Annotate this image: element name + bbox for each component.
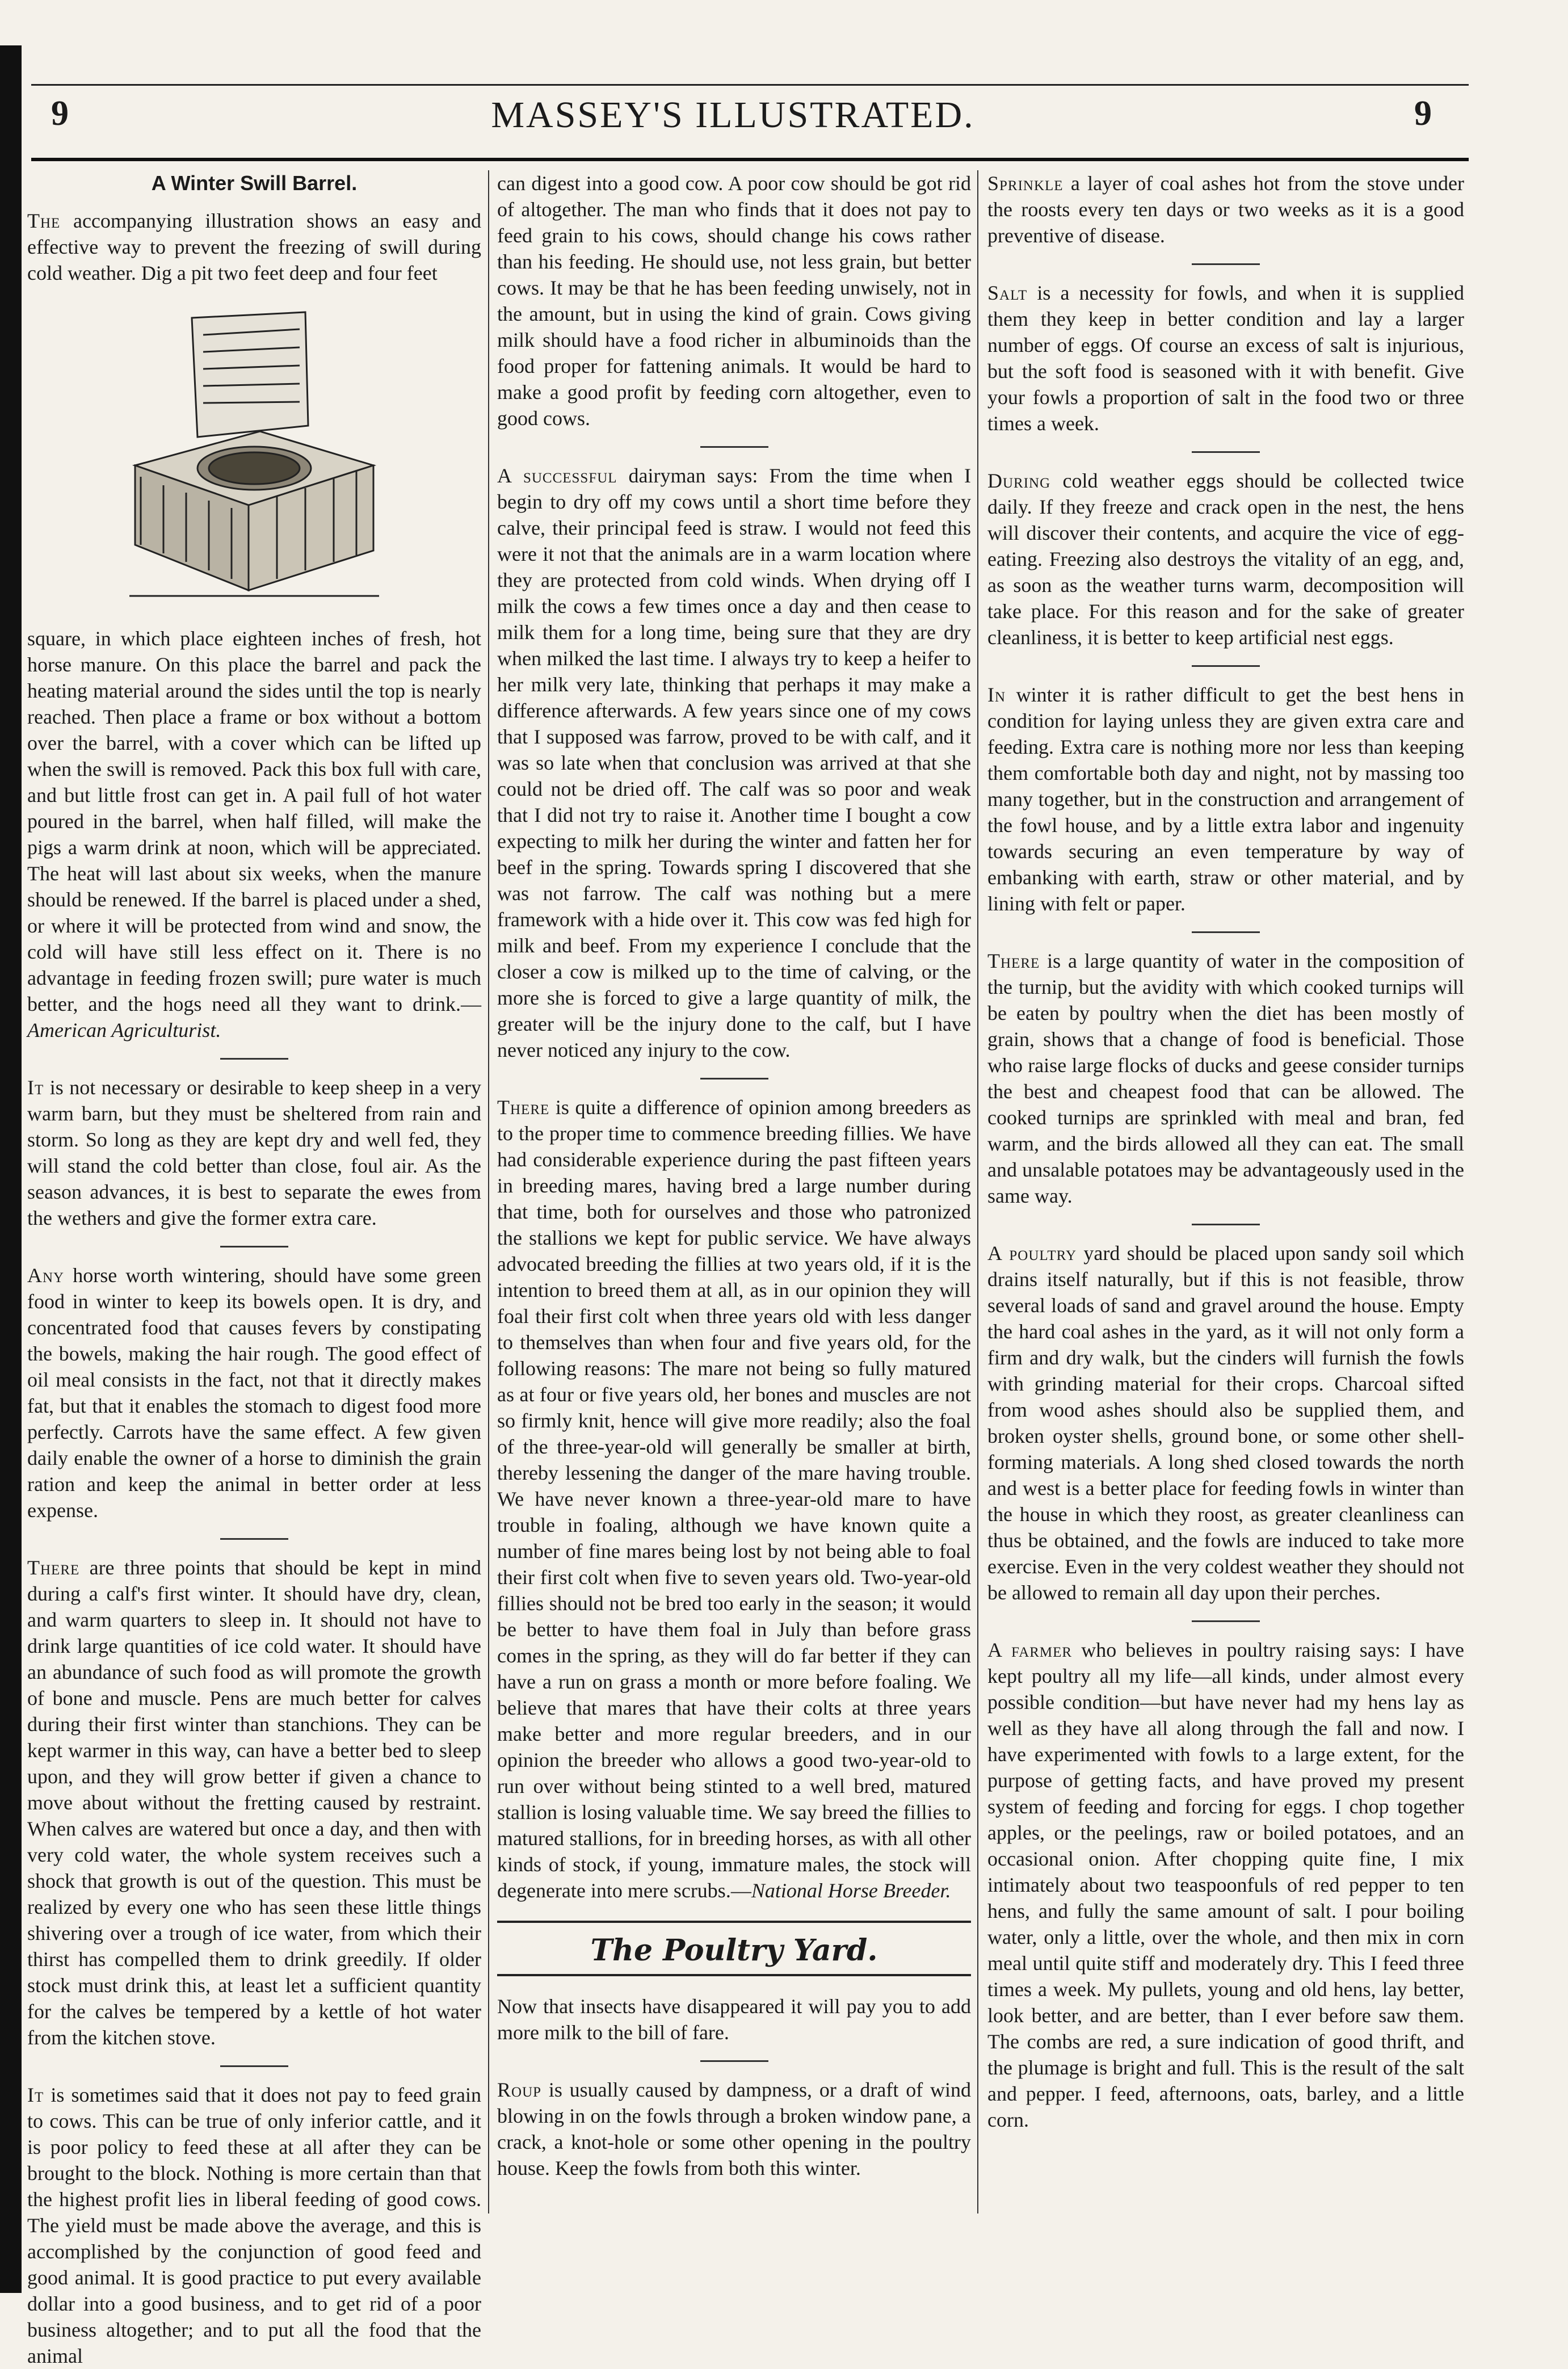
lead-word: During [987,469,1051,492]
paragraph-text: a layer of coal ashes hot from the stove under the roosts every ten days or two weeks as it is a good preventive of disease. [987,172,1464,247]
page-number-left: 9 [51,94,69,133]
separator [1192,451,1260,453]
lead-word: Roup [497,2078,542,2101]
top-rule [31,84,1469,86]
lead-word: In [987,683,1006,706]
paragraph [987,948,1464,1209]
paragraph-text: is sometimes said that it does not pay to feed grain to cows. This can be true of only inferior cattle, and it is poor policy to feed these at all after they can be brought to the block. Nothing is more certain than that the highest profit lies in liberal feeding of good cows. The yield must be made above the average, and this is accomplished by the conjunction of good feed and good animal. It is good practice to put every available dollar into a good business, and to get rid of a poor business altogether; and to put all the food that the animal [27,2084,482,2367]
paragraph-text: accompanying illustration shows an easy and effective way to prevent the freezing of swill during cold weather. Dig a pit two feet deep and four feet [27,209,481,284]
paragraph-text: who believes in poultry raising says: I have kept poultry all my life—all kinds, under almost every possible condition—but have never had my hens lay as well as they have all along through the fall and now. I have experimented with fowls to a large extent, for the purpose of getting facts, and have proved my present system of feeding and forcing for eggs. I chop together apples, or the peelings, raw or boiled potatoes, and an occasional onion. After chopping quite fine, I mix intimately about two teaspoonfuls of red pepper to ten hens, and fully the same amount of salt. I pour boiling water, only a little, over the whole, and then mix in corn meal until quite stiff and moderately dry. This I feed three times a week. My pullets, young and old hens, lay better, look better, and are better, than I ever before saw them. The combs are red, a sure indication of good thrift, and the plumage is bright and full. This is the result of the salt and pepper. I feed, afternoons, oats, barley, and a little corn. [987,1639,1465,2131]
paragraph-text: cold weather eggs should be collected twice daily. If they freeze and crack open in the nest, the hens will discover their contents, and acquire the vice of egg-eating. Freezing also destroys the vitality of an egg, and, as soon as the weather turns warm, decomposition will take place. For this reason and for the sake of greater cleanliness, it is better to keep artificial nest eggs. [987,469,1464,649]
separator [1192,1224,1260,1225]
paragraph-text: is a necessity for fowls, and when it is supplied them they keep in better condition and lay a larger number of eggs. Of course an excess of salt is injurious, but the soft food is seasoned with it with benefit. Give your fowls a proportion of salt in the food two or three times a week. [987,282,1464,435]
lead-word: There [27,1556,80,1579]
paragraph-text: horse worth wintering, should have some green food in winter to keep its bowels open. It is dry, and concentrated food that causes fevers by constipating the bowels, making the hair rough. The good effect of oil meal consists in the fact, not that it directly makes fat, but that it enables the stomach to digest food more perfectly. Carrots have the same effect. A few given daily enable the owner of a horse to diminish the grain ration and keep the animal in better order at less expense. [27,1264,482,1522]
paragraph [987,1240,1464,1606]
lead-word: Salt [987,282,1028,304]
separator [1192,263,1260,265]
paragraph-text: are three points that should be kept in mind during a calf's first winter. It should have dry, clean, and warm quarters to sleep in. It should not have to drink large quantities of ice cold water. It should have an abundance of such food as will promote the growth of bone and muscle. Pens are much better for calves during their first winter than stanchions. They can be kept warmer in this way, can have a better bed to sleep upon, and they will grow better if given a chance to move about without the fretting caused by restraint. When calves are watered but once a day, and then with very cold water, the whole system receives such a shock that growth is out of the question. This must be realized by every one who has seen these little things shivering over a trough of ice water, from which their thirst has compelled them to drink greedily. If older stock must drink this, at least let a sufficient quantity for the calves be tempered by a kettle of hot water from the kitchen stove. [27,1556,482,2049]
paragraph-text: yard should be placed upon sandy soil which drains itself naturally, but if this is not feasible, throw several loads of sand and gravel around the house. Empty the hard coal ashes in the yard, as it will not only form a firm and dry walk, but the cinders will furnish the fowls with grinding material for their crops. Charcoal sifted from wood ashes should also be supplied them, and broken oyster shells, ground bone, or some other shell-forming materials. A long shed closed towards the north and west is a better place for feeding fowls in winter than the house in which they roost, as greater cleanliness can thus be obtained, and the fowls are induced to take more exercise. Even in the very coldest weather they should not be allowed to remain all day upon their perches. [987,1242,1465,1604]
paragraph [497,170,971,431]
lead-word: There [987,950,1040,972]
column-3 [987,170,1464,2304]
paragraph [497,463,971,1063]
lead-word: Any [27,1264,65,1287]
paragraph-text: dairyman says: From the time when I begin to dry off my cows until a short time before they calve, their principal feed is straw. I would not feed this were it not that the animals are in a warm location where they are protected from cold winds. When drying off I milk the cows a few times once a day and then cease to milk them for a long time, being sure that they are dry when milked the last time. I always try to keep a heifer to her milk very late, thinking that perhaps it may make a difference afterwards. A few years since one of my cows that I supposed was farrow, proved to be with calf, and it was so late when that conclusion was arrived at that she could not be dried off. The calf was so poor and weak that I did not try to raise it. Another time I bought a cow expecting to milk her during the winter and fatten her for beef in the spring. Towards spring I discovered that she was not farrow. The calf was nothing but a mere framework with a hide over it. This cow was fed high for milk and beef. From my experience I conclude that the closer a cow is milked up to the time of calving, or the more she is forced to give a large quantity of milk, the greater will be the injury done to the calf, but I have never noticed any injury to the cow. [497,464,971,1061]
paragraph [497,1993,971,2045]
paragraph [27,2082,481,2369]
paragraph-text: square, in which place eighteen inches of fresh, hot horse manure. On this place the barrel and pack the heating material around the sides until the top is nearly reached. Then place a frame or box without a bottom over the barrel, with a cover which can be lifted up when the swill is removed. Pack this box full with care, and but little frost can get in. A pail full of hot water poured in the barrel, when half filled, will make the pigs a warm drink at noon, which will be appreciated. The heat will last about six weeks, when the manure should be renewed. If the barrel is placed under a shed, or where it will be protected from wind and snow, the cold will have still less effect on it. There is no advantage in feeding frozen swill; pure water is much better, and the hogs need all they want to drink.— [27,627,481,1015]
swill-barrel-illustration [118,295,390,613]
header-rule [31,158,1469,161]
lead-word: There [497,1096,550,1119]
paragraph-text: is quite a difference of opinion among breeders as to the proper time to commence breeding fillies. We have had considerable experience during the past fifteen years in breeding mares, having bred a large number during that time, both for ourselves and those who patronized the stallions we kept for public service. We have always advocated breeding the fillies at two years old, if it is the intention to breed them at all, as in our opinion they will foal their first colt when three years old with less danger to themselves than when four and five years old, for the following reasons: The mare not being so fully matured as at four or five years old, her bones and muscles are not so firmly knit, hence will give more readily; also the foal of the three-year-old will generally be smaller at birth, thereby lessening the danger of the mare having trouble. We have never known a three-year-old mare to have trouble in foaling, although we have known quite a number of fine mares being lost by not being able to foal their first colt when five to seven years old. Two-year-old fillies should not be bred too early in the season; it would be better to have them foal in July than before grass comes in the spring, as they will do far better if they can have a run on grass a month or more before foaling. We believe that mares that have their colts at three years make better and more regular breeders, and in our opinion the breeder who allows a good two-year-old to run over without being stinted to a well bred, matured stallion is losing valuable time. We say breed the fillies to matured stallions, for in breeding horses, as with all other kinds of stock, if young, immature males, the stock will degenerate into mere scrubs.— [497,1096,972,1902]
paragraph-text: is a large quantity of water in the composition of the turnip, but the avidity with which cooked turnips will be eaten by poultry when the diet has been mostly of grain, shows that a change of food is beneficial. Those who raise large flocks of ducks and geese consider turnips the best and cheapest food that can be allowed. The cooked turnips are sprinkled with meal and bran, fed warm, and the birds allowed all they can eat. The small and unsalable potatoes may be advantageously used in the same way. [987,950,1465,1207]
separator [1192,931,1260,933]
page-header [34,94,1432,156]
paragraph-text: can digest into a good cow. A poor cow should be got rid of altogether. The man who finds that it does not pay to feed grain to his cows, should change his cows rather than his feeding. He should use, not less grain, but better cows. It may be that he has been feeding unwisely, not in the amount, but in using the kind of grain. Cows giving milk should have a food richer in albuminoids than the food proper for fattening animals. It would be hard to make a good profit by feeding corn altogether, even to good cows. [497,172,971,430]
article-heading: A Winter Swill Barrel. [151,171,358,195]
separator [700,446,768,448]
paragraph [27,1555,481,2051]
lead-word: Sprinkle [987,172,1063,195]
paragraph [987,1637,1464,2133]
separator [1192,665,1260,667]
separator [700,2060,768,2062]
lead-word: A poultry [987,1242,1077,1265]
paragraph [987,468,1464,650]
separator [220,1538,288,1540]
separator [220,1058,288,1060]
lead-word: A successful [497,464,617,487]
column-divider [488,170,489,2213]
lead-word: It [27,1076,44,1099]
separator [220,2065,288,2067]
paragraph [27,1074,481,1231]
paragraph [27,625,481,1043]
paragraph [987,280,1464,436]
separator [1192,1620,1260,1622]
paragraph-text: Now that insects have disappeared it will pay you to add more milk to the bill of fare. [497,1995,971,2044]
source-credit: American Agriculturist. [27,1019,221,1041]
page-edge-shadow [0,45,22,2293]
page-number-right: 9 [1414,94,1432,133]
lead-word: A farmer [987,1639,1073,1661]
separator [220,1246,288,1247]
paragraph [27,208,481,286]
paragraph [497,2077,971,2181]
masthead-title: MASSEY'S ILLUSTRATED. [491,94,975,136]
paragraph [987,170,1464,249]
paragraph-text: is not necessary or desirable to keep sheep in a very warm barn, but they must be sheltered from rain and storm. So long as they are kept dry and well fed, they will stand the cold better than close, foul air. As the season advances, it is best to separate the ewes from the wethers and give the former extra care. [27,1076,482,1229]
lead-word: It [27,2084,44,2106]
column-divider [977,170,978,2213]
column-1 [27,170,482,2367]
separator [700,1078,768,1080]
source-credit: National Horse Breeder. [751,1879,951,1902]
paragraph-text: winter it is rather difficult to get the best hens in condition for laying unless they are given extra care and feeding. Extra care is nothing more nor less than keeping them comfortable both day and night, not by massing too many together, but in the construction and arrangement of the fowl house, and by a little extra labor and ingenuity towards securing an even temperature by way of embanking with earth, straw or other material, and by lining with felt or paper. [987,683,1464,915]
lead-word: The [27,209,61,232]
paragraph [27,1262,481,1523]
section-title: The Poultry Yard. [497,1921,971,1976]
paragraph [987,682,1464,917]
paragraph [497,1094,971,1904]
column-2 [497,170,971,2304]
paragraph-text: is usually caused by dampness, or a draft of wind blowing in on the fowls through a broken window pane, a crack, a knot-hole or some other opening in the poultry house. Keep the fowls from both this winter. [497,2078,971,2179]
